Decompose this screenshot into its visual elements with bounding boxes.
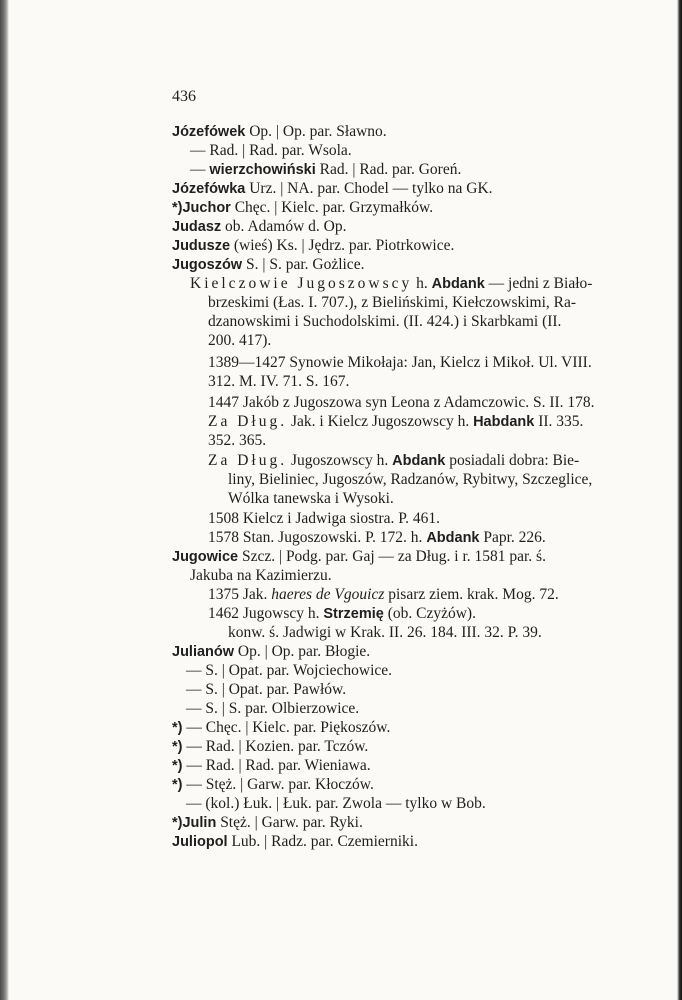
jugoszow-para5-line2: liny, Bieliniec, Jugoszów, Radzanów, Rybitwy, Szczeglice, (228, 471, 593, 488)
entry-julianow-2 (186, 681, 346, 700)
bold-text: Habdank (473, 414, 535, 430)
text: (ob. Czyżów). (383, 605, 476, 622)
entry-text: Rad. | Rad. par. Goreń. (315, 161, 462, 178)
entry-head: *)Juchor (172, 200, 231, 216)
jugoszow-para5-line1 (208, 452, 579, 471)
jugoszow-para2-line1: 1389—1427 Synowie Mikołaja: Jan, Kielcz i Mikoł. Ul. VIII. (208, 354, 592, 371)
italic-text: haeres de Vgouicz (271, 586, 385, 603)
page-number: 436 (172, 88, 196, 105)
text: 1375 Jak. (208, 586, 272, 603)
entry-julianow (172, 643, 370, 662)
entry-text: S. | Opat. par. Wojciechowice. (205, 662, 393, 679)
jugowice-para1 (208, 586, 559, 605)
jugoszow-para7 (208, 529, 546, 548)
entry-text: (kol.) Łuk. | Łuk. par. Zwola — tylko w Bob. (205, 795, 486, 812)
jugowice-para2-line1 (208, 605, 476, 624)
entry-jozefowek-rad (190, 142, 352, 161)
entry-head: Józefówek (172, 124, 246, 140)
entry-dash: — (190, 161, 210, 178)
entry-julianow-4 (172, 719, 390, 738)
entry-text: ob. Adamów d. Op. (221, 218, 347, 235)
entry-jugowice (172, 548, 546, 567)
entry-julianow-8 (186, 795, 486, 814)
entry-text: Szcz. | Podg. par. Gaj — za Dług. i r. 1581 par. ś. (238, 548, 546, 565)
entry-judasz (172, 218, 346, 237)
jugoszow-para1-line4: 200. 417). (208, 332, 272, 349)
jugoszow-para5-line3: Wólka tanewska i Wysoki. (228, 490, 394, 507)
text: Papr. 226. (479, 529, 546, 546)
text: — jedni z Biało- (484, 275, 593, 292)
entry-julianow-6 (172, 757, 371, 776)
entry-dash: — (182, 776, 206, 793)
jugoszow-para2-line2: 312. M. IV. 71. S. 167. (208, 373, 350, 390)
bold-text: Abdank (392, 453, 446, 469)
entry-judusze (172, 237, 454, 256)
footnote-mark: *) (172, 777, 183, 793)
entry-dash: — (182, 757, 206, 774)
entry-text: Op. | Op. par. Sławno. (245, 123, 387, 140)
entry-head: wierzchowiński (209, 162, 316, 178)
footnote-mark: *) (172, 720, 183, 736)
entry-head: Julianów (172, 644, 235, 660)
entry-jozefowek (172, 123, 387, 142)
entry-julianow-3 (186, 700, 359, 719)
entry-text: Rad. | Kozien. par. Tczów. (205, 738, 369, 755)
entry-text: (wieś) Ks. | Jędrz. par. Piotrkowice. (230, 237, 455, 254)
footnote-mark: *) (172, 758, 183, 774)
entry-head: Jugowice (172, 549, 239, 565)
jugoszow-para4-line1 (208, 413, 583, 432)
entry-text: Stęż. | Garw. par. Kłoczów. (205, 776, 374, 793)
entry-dash: — (190, 142, 210, 159)
entry-text: S. | Opat. par. Pawłów. (205, 681, 347, 698)
text: 1578 Stan. Jugoszowski. P. 172. h. (208, 529, 427, 546)
text: posiadali dobra: Bie- (445, 452, 580, 469)
entry-jugoszow (172, 256, 364, 275)
text: Jak. i Kielcz Jugoszowscy h. (287, 413, 474, 430)
entry-head: Judasz (172, 219, 222, 235)
text: 1462 Jugowscy h. (208, 605, 324, 622)
spaced-text: Kielczowie Jugoszowscy (190, 275, 413, 292)
text: pisarz ziem. krak. Mog. 72. (384, 586, 559, 603)
entry-text: Rad. | Rad. par. Wsola. (209, 142, 352, 159)
footnote-mark: *) (172, 739, 183, 755)
entry-julin (172, 814, 363, 833)
entry-dash: — (186, 795, 206, 812)
entry-julianow-7 (172, 776, 374, 795)
jugoszow-para1-line3: dzanowskimi i Suchodolskimi. (II. 424.) i Skarbkami (II. (208, 313, 562, 330)
entry-head: Judusze (172, 238, 231, 254)
entry-dash: — (186, 662, 206, 679)
entry-text: Stęż. | Garw. par. Ryki. (216, 814, 363, 831)
entry-head: Jugoszów (172, 257, 243, 273)
entry-text: S. | S. par. Olbierzowice. (205, 700, 360, 717)
entry-text: Rad. | Rad. par. Wieniawa. (205, 757, 371, 774)
entry-juliopol (172, 833, 418, 852)
entry-dash: — (186, 681, 206, 698)
entry-text: Chęc. | Kielc. par. Grzymałków. (230, 199, 434, 216)
spaced-text: Za Dług. (208, 452, 288, 469)
jugoszow-para6: 1508 Kielcz i Jadwiga siostra. P. 461. (208, 510, 441, 527)
jugoszow-para4-line2: 352. 365. (208, 432, 267, 449)
jugoszow-para1-line2: brzeskimi (Łas. I. 707.), z Bielińskimi, Kiełczowskimi, Ra- (208, 294, 577, 311)
entry-jugowice-line2: Jakuba na Kazimierzu. (190, 567, 332, 584)
entry-head: *)Julin (172, 815, 217, 831)
entry-text: Lub. | Radz. par. Czemierniki. (227, 833, 418, 850)
entry-dash: — (182, 719, 206, 736)
entry-head: Juliopol (172, 834, 228, 850)
bold-text: Strzemię (323, 606, 384, 622)
entry-julianow-1 (186, 662, 392, 681)
entry-text: Urz. | NA. par. Chodel — tylko na GK. (245, 180, 493, 197)
entry-text: S. | S. par. Gożlice. (242, 256, 365, 273)
entry-julianow-5 (172, 738, 368, 757)
text: h. (412, 275, 432, 292)
jugowice-para2-line2: konw. ś. Jadwigi w Krak. II. 26. 184. III. 32. P. 39. (228, 624, 542, 641)
entry-head: Józefówka (172, 181, 246, 197)
entry-juchor (172, 199, 433, 218)
bold-text: Abdank (431, 276, 485, 292)
entry-dash: — (186, 700, 206, 717)
text: II. 335. (534, 413, 584, 430)
text: Jugoszowscy h. (287, 452, 393, 469)
entry-jozefowka (172, 180, 493, 199)
spaced-text: Za Dług. (208, 413, 288, 430)
bold-text: Abdank (426, 530, 480, 546)
entry-dash: — (182, 738, 206, 755)
jugoszow-para3: 1447 Jakób z Jugoszowa syn Leona z Adamczowic. S. II. 178. (208, 394, 595, 411)
entry-text: Chęc. | Kielc. par. Piękoszów. (205, 719, 391, 736)
entry-jozefowek-wierzchowinski (190, 161, 461, 180)
jugoszow-para1-line1 (190, 275, 592, 294)
entry-text: Op. | Op. par. Błogie. (234, 643, 371, 660)
